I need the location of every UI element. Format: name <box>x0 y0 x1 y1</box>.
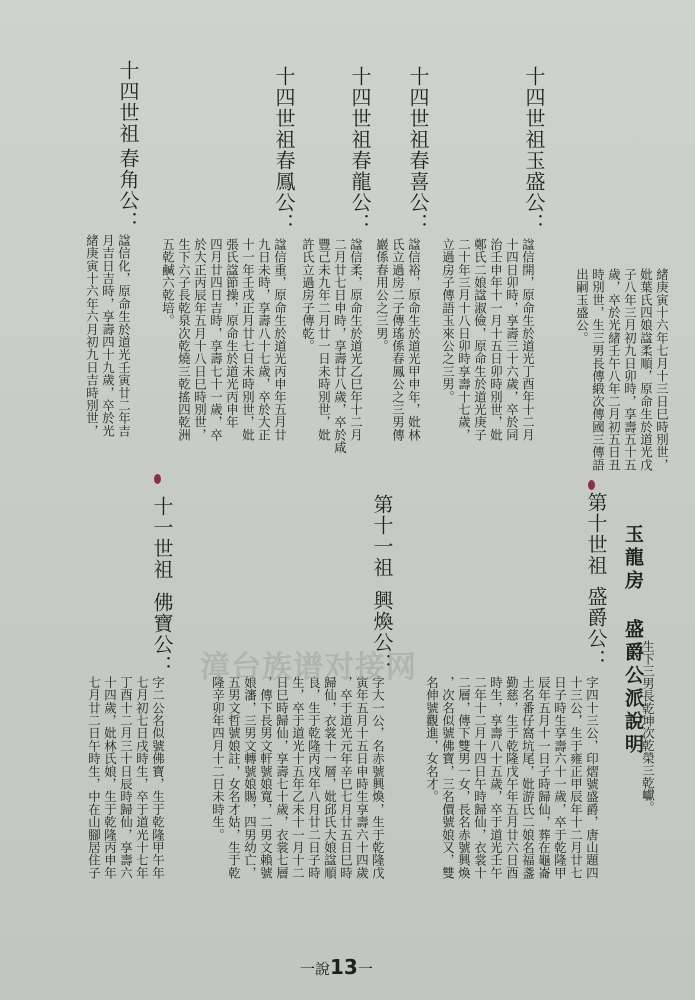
text-column: 於大正丙辰年五月十八日巳時別世， <box>192 238 208 442</box>
text-column: 時別世，生三男長傳緞次傳國三傳語 <box>590 268 606 472</box>
ancestor-name: 盛爵公： <box>584 586 608 670</box>
text-column: 立過房子傳語玉來公之三男。 <box>440 238 456 404</box>
text-column: 十三公，生于雍正甲辰年十二月廿七 <box>568 676 584 880</box>
page-number-prefix: 一說 <box>300 960 331 978</box>
text-column: 子八年三月初九日卯時，享壽五十五 <box>622 268 638 472</box>
text-column: 妣葉氏四娘諡柔順，原命生於道光戊 <box>638 268 654 472</box>
text-column: 十四歲，妣林氏娘，生于乾隆丙申年 <box>102 676 118 880</box>
text-column: 鄭氏二娘諡淑儉，原命生於道光庚子 <box>472 238 488 442</box>
text-column: 氏立過房二子傳瑤係春鳳公之三男傳 <box>390 238 406 442</box>
page-number <box>300 955 373 979</box>
text-column: 巖係春用公之三男。 <box>374 238 390 353</box>
generation-label: 十四世祖 <box>116 60 140 144</box>
text-column: 諡信裕，原命生於道光甲申年，妣林 <box>406 238 422 442</box>
text-column: 土名番仔窩坑尾，妣游氏二娘名福盞 <box>520 676 536 880</box>
text-column: 許氏立過房子傳乾。 <box>300 238 316 353</box>
text-column: 歲，卒於光緒壬午八年二月初五日丑 <box>606 268 622 472</box>
generation-label: 第十一祖 <box>370 494 394 578</box>
text-column: 生，卒于道光十五年乙未十一月十二 <box>290 676 306 880</box>
text-column: 諡信化，原命生於道光壬寅廿二年吉 <box>116 234 132 438</box>
text-column: 五乾鹹六乾培。 <box>160 238 176 327</box>
text-column: 日巳時歸仙，享壽七十歲，衣裳七層 <box>274 676 290 880</box>
section-heading: 玉龍房 盛爵公派說明 <box>622 524 644 757</box>
text-column: 十四日卯時，享壽三十六歲，卒於同 <box>504 238 520 442</box>
text-column: ，傳下長男文軒號娘寬，二男文賴號 <box>258 676 274 880</box>
text-column: 九日未時，享壽八十七歲，卒於大正 <box>256 238 272 442</box>
ancestor-name: 玉盛公： <box>522 150 546 234</box>
text-column: 諡信重，原命生於道光丙申年五月廿 <box>272 238 288 442</box>
text-column: 出嗣玉盛公。 <box>574 268 590 345</box>
text-column: 七月初七日戌時生，卒于道光十七年 <box>134 676 150 880</box>
text-column: 名伸號觀進，女名才。 <box>424 676 440 803</box>
watermark-text: 漳台族谱对接网 <box>200 650 417 685</box>
text-column: 丁酉十二月三十日辰時歸仙，享壽六 <box>118 676 134 880</box>
text-column: 張氏諡節操，原命生於道光丙申年 <box>224 238 240 429</box>
bullet-icon <box>588 480 595 490</box>
text-column: 隆辛卯年四月十二日未時生。 <box>210 676 226 842</box>
ancestor-name: 春角公： <box>116 148 140 232</box>
text-column: 辰年五月十一日子時歸仙，葬在龜崙 <box>536 676 552 880</box>
ancestor-name: 春鳳公： <box>272 150 296 234</box>
text-column: 諡信開，原命生於道光丁酉年十二月 <box>520 238 536 442</box>
text-column: 字四十三公，印熠號盛爵，唐山題四 <box>584 676 600 880</box>
generation-label: 十一世祖 <box>150 496 174 580</box>
ancestor-name: 春龍公： <box>348 150 372 234</box>
text-column: 字大一公，名赤號興煥，生于乾隆戊 <box>370 676 386 880</box>
ancestor-name: 興煥公： <box>370 590 394 674</box>
generation-label: 十四世祖 <box>406 66 430 150</box>
text-column: 勤慈，生于乾隆戊午年五月廿六日酉 <box>504 676 520 880</box>
generation-label: 十四世祖 <box>522 66 546 150</box>
text-column: 生下六子長乾泉次乾燒三乾搖四乾洲 <box>176 238 192 442</box>
generation-label: 第十世祖 <box>584 492 608 576</box>
text-column: 歸仙，衣裳十一層，妣邱氏大娘諡順 <box>322 676 338 880</box>
text-column: 日子時生享壽六十一歲，卒于乾隆甲 <box>552 676 568 880</box>
text-column: 寅年五月十五日申時生享壽六十四歲 <box>354 676 370 880</box>
section-subtitle: 生下三男長乾坤次乾榮三乾巘。 <box>640 640 656 814</box>
generation-label: 十四世祖 <box>348 66 372 150</box>
text-column: 五男文哲號娘註，女名才姑，生于乾 <box>226 676 242 880</box>
text-column: 月吉日吉時，享壽四十九歲，卒於光 <box>100 234 116 438</box>
text-column: 治壬申年十一月十五日卯時別世，妣 <box>488 238 504 442</box>
text-column: 豐己未九年二月廿一日未時別世，妣 <box>316 238 332 442</box>
text-column: 緒庚寅十六年七月十三日巳時別世， <box>654 268 670 472</box>
text-column: 十一年壬戌正月廿七日未時別世，妣 <box>240 238 256 442</box>
text-column: 二月廿七日申時，享壽廿八歲，卒於咸 <box>332 238 348 454</box>
text-column: 緒庚寅十六年六月初九日吉時別世， <box>84 234 100 438</box>
text-column: 七月廿二日午時生，中在山腳居住子 <box>86 676 102 880</box>
text-column: 良，生于乾隆丙戌年八月廿二日子時 <box>306 676 322 880</box>
text-column: 二十年三月十八日卯時享壽十七歲， <box>456 238 472 442</box>
page-number-value: 13 <box>330 955 358 979</box>
ancestor-name: 春喜公： <box>406 150 430 234</box>
text-column: 諡信柔，原命生於道光乙巳年十二月 <box>348 238 364 442</box>
text-column: ，次名似號佛寶，三名價號娘又，雙 <box>440 676 456 880</box>
bullet-icon <box>154 474 161 484</box>
generation-label: 十四世祖 <box>272 66 296 150</box>
text-column: 四月廿四日吉時，享壽七十一歲，卒 <box>208 238 224 442</box>
text-column: ，卒于道光元年辛巳七月廿五日巳時 <box>338 676 354 880</box>
text-column: 時生，享壽八十五歲，卒于道光壬午 <box>488 676 504 880</box>
page-number-suffix: 一 <box>357 960 373 978</box>
text-column: 娘瀋，三男文轉號娘賜，四男幼亡， <box>242 676 258 880</box>
ancestor-name: 佛寶公： <box>150 592 174 676</box>
text-column: 二年十二月十四日午時歸仙，衣裳十 <box>472 676 488 880</box>
text-column: 二層，傳下雙男一女，長名赤號興煥 <box>456 676 472 880</box>
text-column: 字二公名似號佛寶，生于乾隆甲午年 <box>150 676 166 880</box>
